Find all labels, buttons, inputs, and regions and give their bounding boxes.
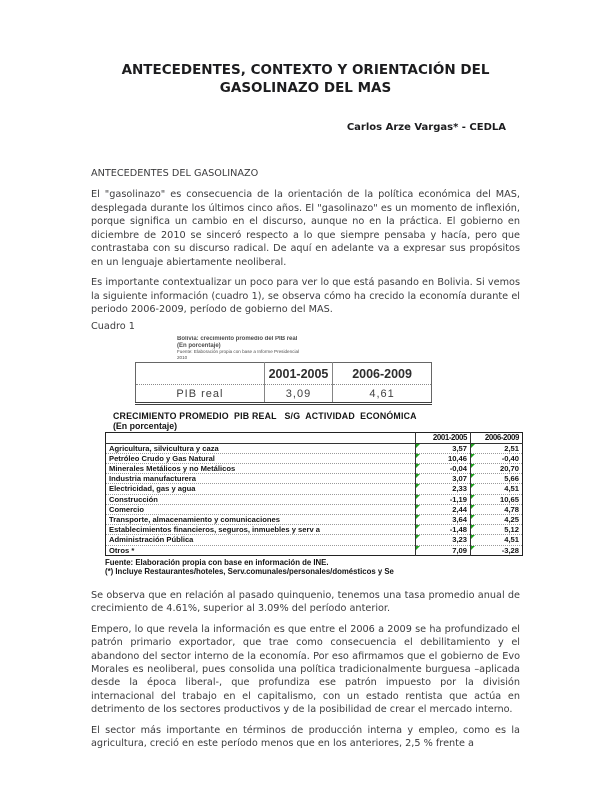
pib-table-data-row [136, 385, 432, 404]
activity-table-row [106, 463, 523, 473]
row-value-1: 3,64 [416, 514, 471, 524]
activity-table-image [105, 411, 519, 577]
excel-marker-icon [471, 525, 475, 529]
pib-table-caption [177, 336, 432, 360]
excel-marker-icon [416, 535, 420, 539]
excel-marker-icon [471, 464, 475, 468]
row-label: Industria manufacturera [106, 474, 416, 484]
section-heading: ANTECEDENTES DEL GASOLINAZO [91, 168, 259, 179]
row-label: Comercio [106, 504, 416, 514]
row-value-1: -1,19 [416, 494, 471, 504]
row-label: Petróleo Crudo y Gas Natural [106, 453, 416, 463]
row-value-2: 5,66 [471, 474, 523, 484]
row-value-2: 4,78 [471, 504, 523, 514]
author-line: Carlos Arze Vargas* - CEDLA [346, 122, 506, 133]
row-value-2: -3,28 [471, 545, 523, 555]
row-value-2: 2,51 [471, 443, 523, 453]
row-value-1: 7,09 [416, 545, 471, 555]
excel-marker-icon [416, 464, 420, 468]
row-value-1: 10,46 [416, 453, 471, 463]
row-value-1: 3,23 [416, 535, 471, 545]
excel-marker-icon [471, 535, 475, 539]
excel-marker-icon [471, 515, 475, 519]
excel-marker-icon [471, 454, 475, 458]
activity-table-row [106, 545, 523, 555]
excel-marker-icon [416, 546, 420, 550]
activity-table-row [106, 525, 523, 535]
row-value-2: 4,25 [471, 514, 523, 524]
excel-marker-icon [416, 454, 420, 458]
pib-caption-line3: Fuente: Elaboración propia con base a Informe Presidencial [177, 349, 300, 355]
row-value-2: 4,51 [471, 535, 523, 545]
activity-table-row [106, 453, 523, 463]
activity-table-source: Fuente: Elaboración propia con base en información de INE. [105, 557, 329, 567]
row-value-2: 5,12 [471, 525, 523, 535]
paragraph-2: Es importante contextualizar un poco para ver lo que está pasando en Bolivia. Si vemos la siguiente información (cuadro 1), se observa cómo ha crecido la economía durante el periodo 2006-2009, período de gobierno del MAS. [91, 277, 520, 316]
row-label: Agricultura, silvicultura y caza [109, 443, 219, 453]
row-value-2: 20,70 [471, 463, 523, 473]
activity-table-row [106, 504, 523, 514]
row-label: Construcción [106, 494, 416, 504]
paragraph-1: El "gasolinazo" es consecuencia de la orientación de la política económica del MAS, desplegada durante los últimos cinco años. El "gasolinazo" es un momento de inflexión, porque significa un cambio en el discurso, aunque no en la práctica. El gobierno en diciembre de 2010 se sinceró respecto a lo que siempre pensaba y hacía, pero que contrastaba con su discurso radical. De aquí en adelante va a expresar sus propósitos en un lenguaje abiertamente neoliberal. [91, 189, 520, 268]
excel-marker-icon [471, 474, 475, 478]
excel-marker-icon [471, 505, 475, 509]
pib-caption-line2: (En porcentaje) [177, 342, 221, 349]
excel-marker-icon [416, 444, 420, 448]
pib-caption-line4: 2010 [177, 354, 188, 360]
excel-marker-icon [416, 484, 420, 488]
row-value-2: 4,51 [471, 484, 523, 494]
paragraph-4: Empero, lo que revela la información es que entre el 2006 a 2009 se ha profundizado el patrón primario exportador, que trae como consecuencia el debilitamiento y el abandono del sector interno de la economía. Por eso afirmamos que el gobierno de Evo Morales es neoliberal, pues consolida una política tradicionalmente burguesa –aplicada desde la época liberal-, que profundiza ese patrón impuesto por la división internacional del trabajo en el capitalismo, con un estado rentista que actúa en detrimento de los sectores productivos y de la posibilidad de crear el mercado interno. [91, 623, 520, 716]
row-value-1: 3,57 [416, 443, 471, 453]
pib-table-header-row [136, 363, 432, 385]
activity-table-row [106, 514, 523, 524]
row-label: Administración Pública [106, 535, 416, 545]
activity-table-body [106, 433, 523, 555]
excel-marker-icon [471, 444, 475, 448]
activity-table [105, 432, 523, 555]
activity-header-empty-cell [106, 433, 416, 443]
row-value-1: 2,44 [416, 504, 471, 514]
row-value-2: -0,40 [471, 453, 523, 463]
pib-value-2006-2009: 4,61 [333, 385, 432, 404]
row-value-2: 10,65 [471, 494, 523, 504]
row-label: Minerales Metálicos y no Metálicos [106, 463, 416, 473]
pib-value-2001-2005: 3,09 [264, 385, 332, 404]
row-label: Otros * [106, 545, 416, 555]
table1-label: Cuadro 1 [91, 321, 135, 333]
activity-table-row [106, 443, 523, 453]
row-label: Establecimientos financieros, seguros, inmuebles y serv a [106, 525, 416, 535]
excel-marker-icon [471, 495, 475, 499]
activity-table-row [106, 535, 523, 545]
row-label: Electricidad, gas y agua [106, 484, 416, 494]
row-value-1: -1,48 [416, 525, 471, 535]
activity-table-title: CRECIMIENTO PROMEDIO PIB REAL S/G ACTIVIDAD ECONÓMICA [113, 411, 417, 422]
document-title-line1: ANTECEDENTES, CONTEXTO Y ORIENTACIÓN DEL [121, 62, 490, 78]
activity-table-note: (*) Incluye Restaurantes/hoteles, Serv.comunales/personales/domésticos y Se [105, 567, 394, 577]
row-value-1: 2,33 [416, 484, 471, 494]
pib-header-empty-cell [136, 363, 265, 385]
pib-table-image [135, 336, 432, 405]
activity-table-header-row [106, 433, 523, 443]
paragraph-3: Se observa que en relación al pasado quinquenio, tenemos una tasa promedio anual de crecimiento de 4.61%, superior al 3.09% del período anterior. [91, 589, 520, 615]
paragraph-5: El sector más importante en términos de producción interna y empleo, como es la agricultura, creció en este período menos que en los anteriores, 2,5 % frente a [91, 724, 520, 750]
row-value-1: 3,07 [416, 474, 471, 484]
activity-header-2006-2009: 2006-2009 [471, 433, 523, 443]
row-value-1: -0,04 [416, 463, 471, 473]
excel-marker-icon [416, 505, 420, 509]
pib-row-label: PIB real [136, 385, 265, 404]
activity-table-subtitle: (En porcentaje) [113, 421, 178, 432]
excel-marker-icon [471, 484, 475, 488]
pib-table [135, 362, 432, 405]
excel-marker-icon [416, 515, 420, 519]
excel-marker-icon [416, 495, 420, 499]
excel-marker-icon [416, 474, 420, 478]
pib-header-2006-2009: 2006-2009 [333, 363, 432, 385]
document-title-line2: GASOLINAZO DEL MAS [219, 79, 392, 96]
activity-table-row [106, 494, 523, 504]
pib-caption-line1: Bolivia: crecimiento promedio del PIB real [177, 335, 298, 342]
page-content [91, 0, 520, 751]
pib-header-2001-2005: 2001-2005 [264, 363, 332, 385]
excel-marker-icon [471, 546, 475, 550]
activity-table-row [106, 474, 523, 484]
excel-marker-icon [416, 525, 420, 529]
activity-table-row [106, 484, 523, 494]
document-title [91, 62, 520, 97]
activity-header-2001-2005: 2001-2005 [416, 433, 471, 443]
row-label: Transporte, almacenamiento y comunicaciones [106, 514, 416, 524]
